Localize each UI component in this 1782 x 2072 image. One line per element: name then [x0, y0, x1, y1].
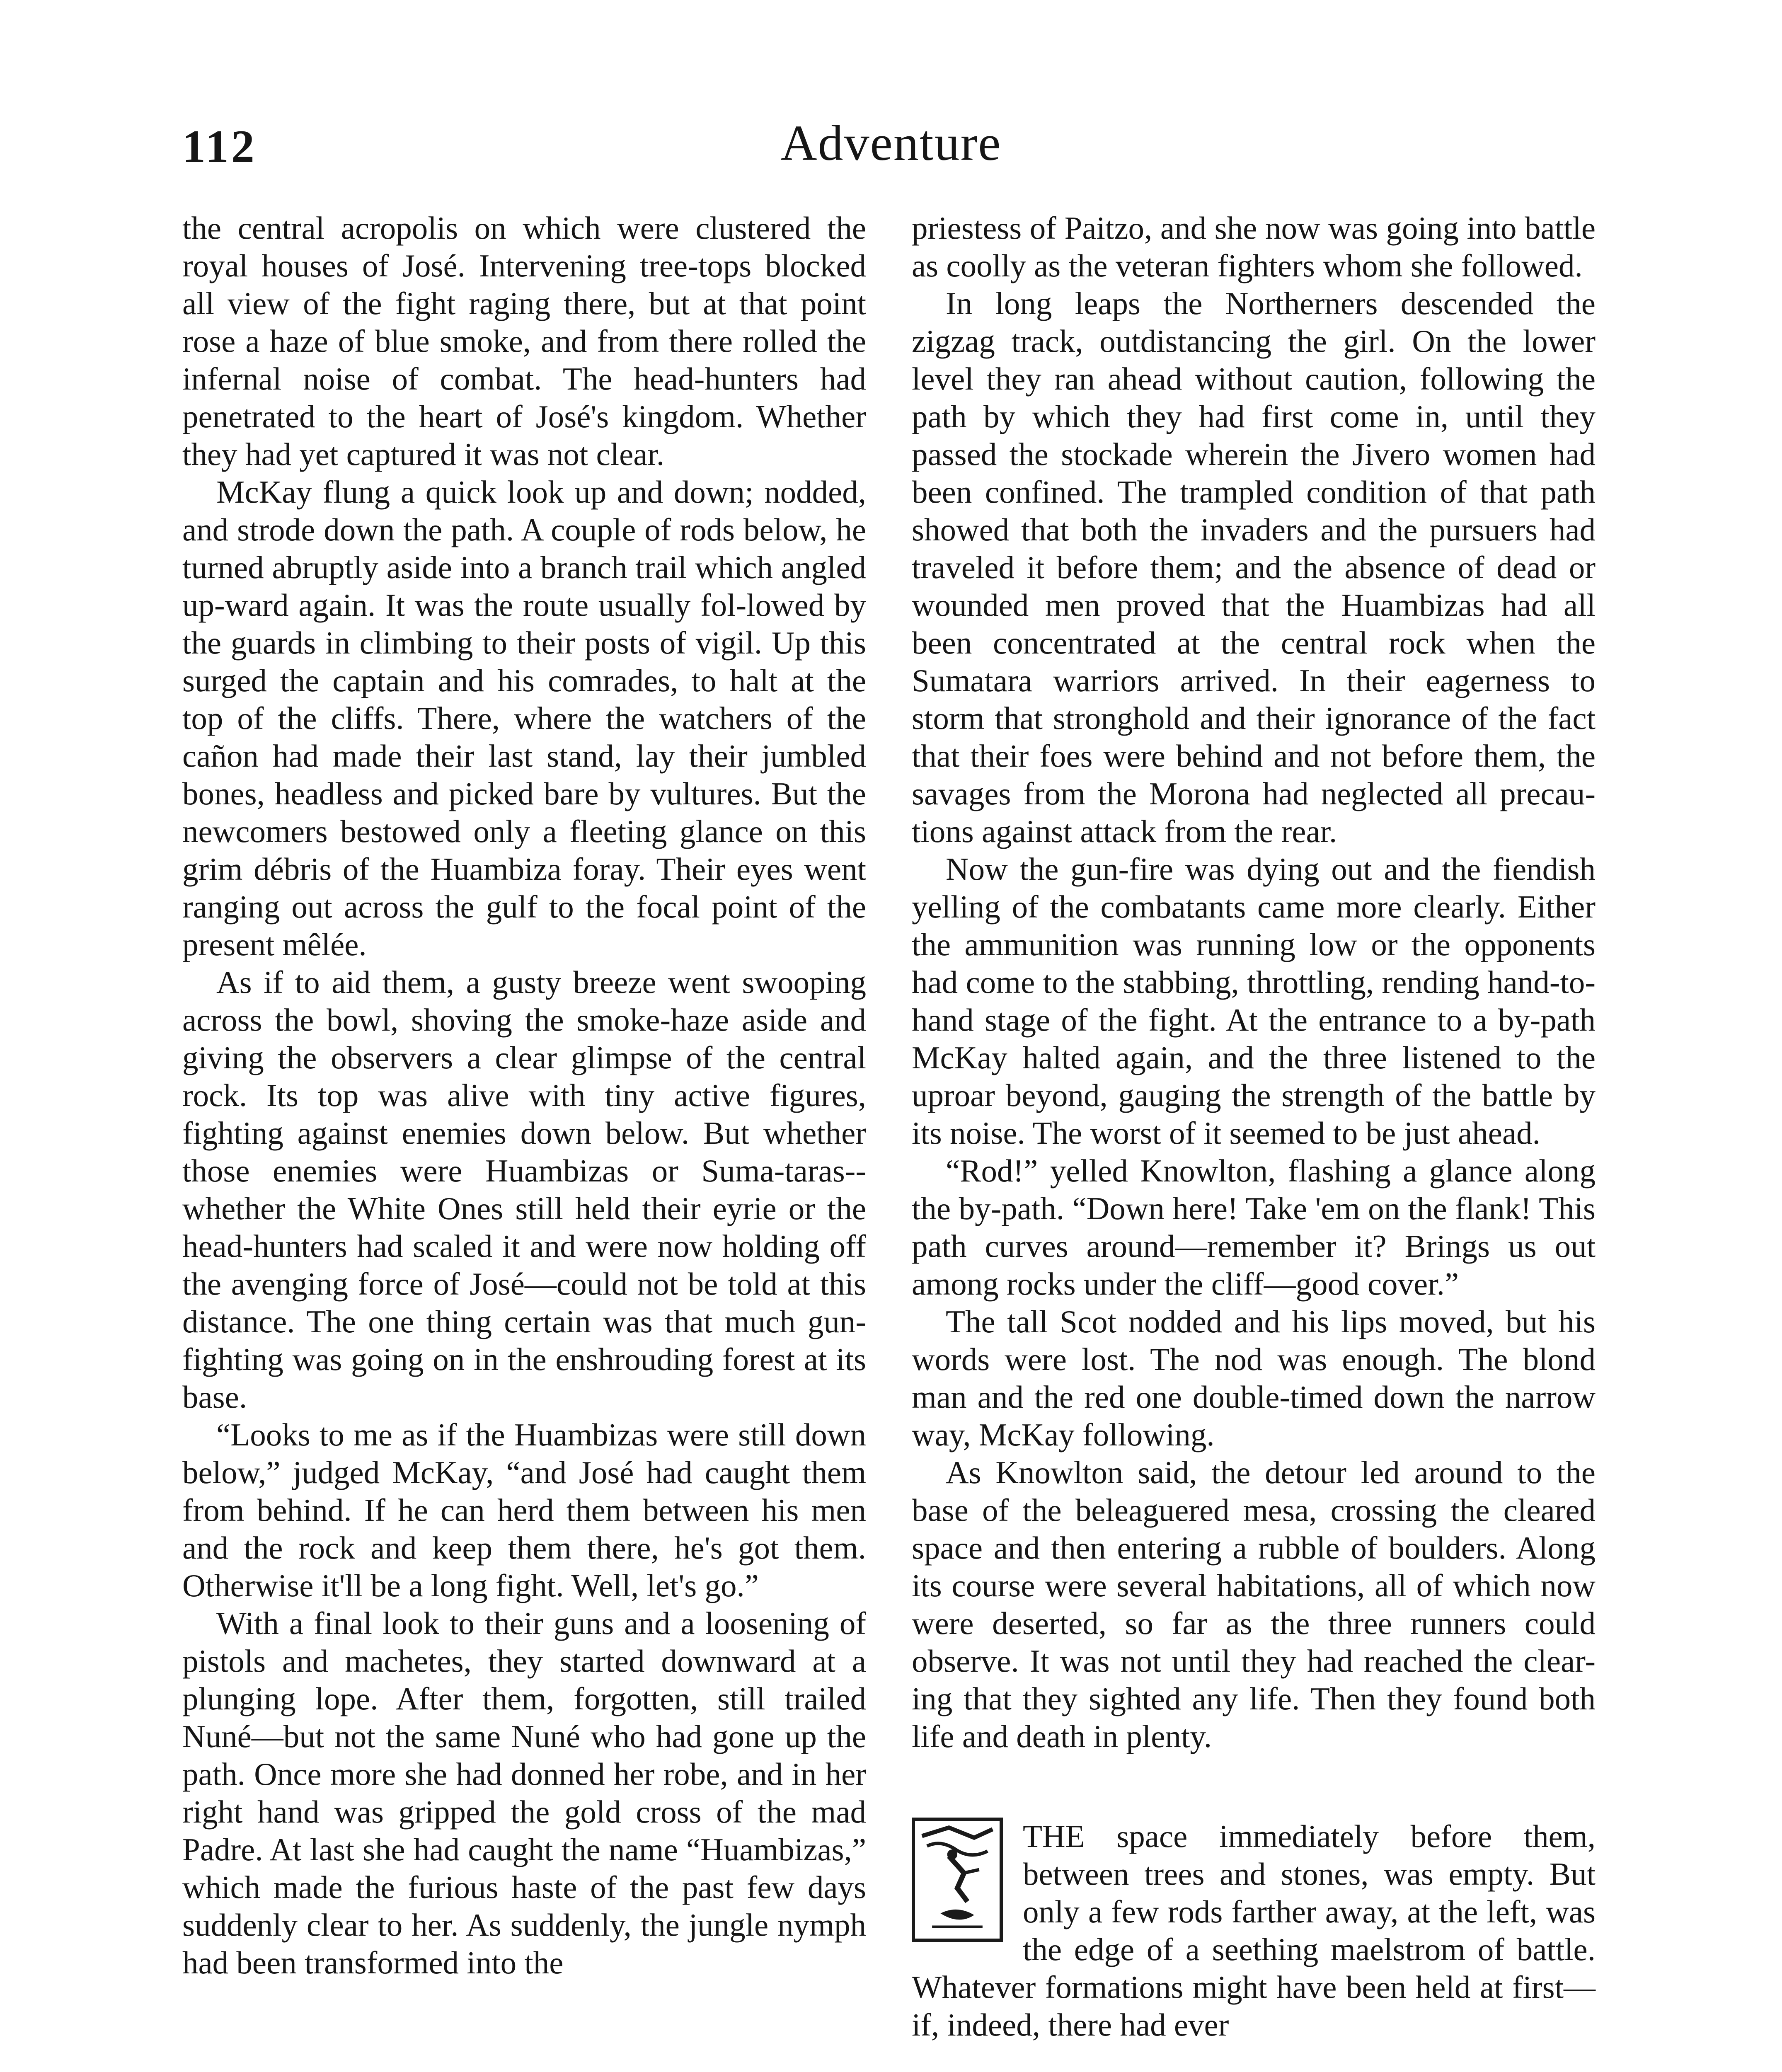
paragraph: Now the gun-fire was dying out and the fiendish yelling of the combatants came more clearly. Either the ammunition was running low or the opponents had come to the stabbing, throttling, rending hand-to-hand stage of the fight. At the entrance to a by-path McKay halted again, and the three listened to the uproar beyond, gauging the strength of the battle by its noise. The worst of it seemed to be just ahead. — [912, 851, 1596, 1151]
paragraph: priestess of Paitzo, and she now was going into battle as coolly as the veteran fighters whom she followed. — [912, 210, 1596, 283]
paragraph: With a final look to their guns and a loosening of pistols and machetes, they started downward at a plunging lope. After them, forgotten, still trailed Nuné—but not the same Nuné who had gone up the path. Once more she had donned her robe, and in her right hand was gripped the gold cross of the mad Padre. At last she had caught the name “Huambizas,” which made the furious haste of the past few days suddenly clear to her. As suddenly, the jungle nymph had been transformed into the — [182, 1605, 866, 1980]
paragraph: the central acropolis on which were clustered the royal houses of José. Intervening tree-tops blocked all view of the fight raging there, but at that point rose a haze of blue smoke, and from there rolled the infernal noise of combat. The head-hunters had penetrated to the heart of José's kingdom. Whether they had yet captured it was not clear. — [182, 210, 866, 472]
page-header — [0, 0, 1782, 215]
small-figure-in-frame-icon — [912, 1818, 1003, 1942]
paragraph: McKay flung a quick look up and down; nodded, and strode down the path. A couple of rods below, he turned abruptly aside into a branch trail which angled up-ward again. It was the route usually fol-lowed by the guards in climbing to their posts of vigil. Up this surged the captain and his comrades, to halt at the top of the cliffs. There, where the watchers of the cañon had made their last stand, lay their jumbled bones, headless and picked bare by vultures. But the newcomers bestowed only a fleeting glance on this grim débris of the Huambiza foray. Their eyes went ranging out across the gulf to the focal point of the present mêlée. — [182, 474, 866, 962]
paragraph: THE space immediately before them, between trees and stones, was empty. But only a few rods farther away, at the left, was the edge of a seething maelstrom of battle. Whatever formations might have been held at first—if, indeed, there had ever — [912, 1818, 1596, 2043]
left-column — [182, 209, 866, 1982]
section-paragraph-wrap — [912, 1818, 1596, 2044]
paragraph: “Rod!” yelled Knowlton, flashing a glance along the by-path. “Down here! Take 'em on the flank! This path curves around—remember it? Brings us out among rocks under the cliff—good cover.” — [912, 1153, 1596, 1302]
paragraph: “Looks to me as if the Huambizas were still down below,” judged McKay, “and José had caught them from behind. If he can herd them between his men and the rock and keep them there, he's got them. Otherwise it'll be a long fight. Well, let's go.” — [182, 1417, 866, 1603]
paragraph: The tall Scot nodded and his lips moved, but his words were lost. The nod was enough. The blond man and the red one double-timed down the narrow way, McKay following. — [912, 1304, 1596, 1452]
page-number: 112 — [182, 121, 257, 172]
paragraph: In long leaps the Northerners descended the zigzag track, outdistancing the girl. On the lower level they ran ahead without caution, following the path by which they had first come in, until they passed the stockade wherein the Jivero women had been confined. The trampled condition of that path showed that both the invaders and the pursuers had traveled it before them; and the absence of dead or wounded men proved that the Huambizas had all been concentrated at the central rock when the Sumatara warriors arrived. In their eagerness to storm that stronghold and their ignorance of the fact that their foes were behind and not before them, the savages from the Morona had neglected all precau-tions against attack from the rear. — [912, 286, 1596, 849]
magazine-title: Adventure — [780, 115, 1002, 171]
paragraph: As Knowlton said, the detour led around to the base of the beleaguered mesa, crossing the cleared space and then entering a rubble of boulders. Along its course were several habitations, all of which now were deserted, so far as the three runners could observe. It was not until they had reached the clear-ing that they sighted any life. Then they found both life and death in plenty. — [912, 1455, 1596, 1754]
right-column — [912, 209, 1596, 2044]
paragraph: As if to aid them, a gusty breeze went swooping across the bowl, shoving the smoke-haze aside and giving the observers a clear glimpse of the central rock. Its top was alive with tiny active figures, fighting against enemies down below. But whether those enemies were Huambizas or Suma-taras--whether the White Ones still held their eyrie or the head-hunters had scaled it and were now holding off the avenging force of José—could not be told at this distance. The one thing certain was that much gun-fighting was going on in the enshrouding forest at its base. — [182, 964, 866, 1415]
